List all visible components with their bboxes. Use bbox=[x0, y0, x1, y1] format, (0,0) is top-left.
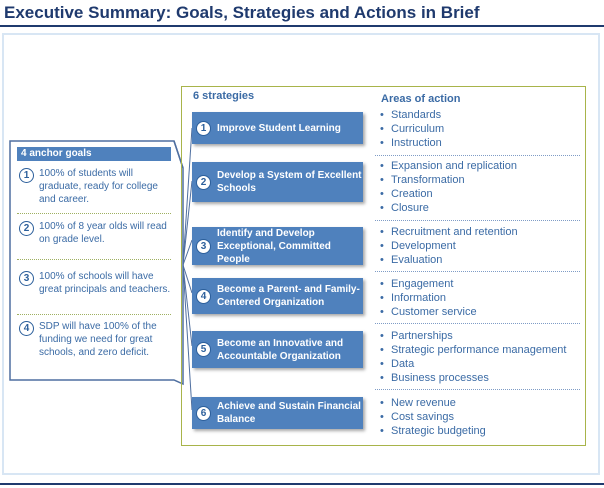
strategy-label: Achieve and Sustain Financial Balance bbox=[217, 401, 361, 425]
area-item: • Evaluation bbox=[380, 253, 518, 267]
area-item: • Transformation bbox=[380, 173, 517, 187]
area-item: • Standards bbox=[380, 108, 444, 122]
area-item: • Partnerships bbox=[380, 329, 566, 343]
goal-text: 100% of schools will have great principals and teachers. bbox=[39, 271, 171, 295]
goal-number-badge: 2 bbox=[19, 221, 34, 236]
goal-text: 100% of students will graduate, ready for college and career. bbox=[39, 168, 158, 205]
strategy-label: Improve Student Learning bbox=[217, 122, 341, 134]
strategy-number-badge: 3 bbox=[196, 239, 211, 254]
strategy-box bbox=[192, 331, 363, 368]
goal-item-1 bbox=[19, 167, 171, 206]
area-item: • Expansion and replication bbox=[380, 159, 517, 173]
strategy-divider bbox=[375, 155, 580, 156]
strategy-number-badge: 2 bbox=[196, 175, 211, 190]
strategy-label: Develop a System of Excellent Schools bbox=[217, 170, 362, 194]
strategies-heading: 6 strategies bbox=[193, 90, 255, 102]
areas-list bbox=[380, 396, 486, 438]
area-item: • Strategic performance management bbox=[380, 343, 566, 357]
strategy-divider bbox=[375, 389, 580, 390]
area-item: • New revenue bbox=[380, 396, 486, 410]
strategy-number-badge: 6 bbox=[196, 406, 211, 421]
area-item: • Curriculum bbox=[380, 122, 444, 136]
area-item: • Instruction bbox=[380, 136, 444, 150]
area-item: • Information bbox=[380, 291, 477, 305]
area-item: • Customer service bbox=[380, 305, 477, 319]
area-item: • Data bbox=[380, 357, 566, 371]
strategy-label: Identify and Develop Exceptional, Committed People bbox=[217, 227, 331, 265]
goal-item-2 bbox=[19, 220, 171, 246]
goal-number-badge: 3 bbox=[19, 271, 34, 286]
areas-list bbox=[380, 277, 477, 319]
area-item: • Strategic budgeting bbox=[380, 424, 486, 438]
area-item: • Development bbox=[380, 239, 518, 253]
strategy-divider bbox=[375, 323, 580, 324]
goals-heading: 4 anchor goals bbox=[17, 147, 171, 161]
area-item: • Cost savings bbox=[380, 410, 486, 424]
bottom-rule bbox=[0, 483, 604, 485]
goal-divider bbox=[17, 259, 171, 260]
areas-of-action-heading: Areas of action bbox=[381, 93, 461, 105]
strategy-number-badge: 4 bbox=[196, 289, 211, 304]
goal-item-3 bbox=[19, 270, 171, 296]
goal-text: 100% of 8 year olds will read on grade level. bbox=[39, 221, 167, 245]
strategy-label: Become an Innovative and Accountable Organization bbox=[217, 337, 344, 362]
page-title: Executive Summary: Goals, Strategies and Actions in Brief bbox=[4, 3, 480, 22]
goal-item-4 bbox=[19, 320, 171, 359]
strategy-number-badge: 1 bbox=[196, 121, 211, 136]
strategy-box bbox=[192, 112, 363, 144]
area-item: • Recruitment and retention bbox=[380, 225, 518, 239]
area-item: • Closure bbox=[380, 201, 517, 215]
goal-divider bbox=[17, 213, 171, 214]
goal-text: SDP will have 100% of the funding we need for great schools, and zero deficit. bbox=[39, 321, 157, 358]
strategy-divider bbox=[375, 220, 580, 221]
strategy-number-badge: 5 bbox=[196, 342, 211, 357]
goal-number-badge: 1 bbox=[19, 168, 34, 183]
strategy-box bbox=[192, 162, 363, 202]
goal-divider bbox=[17, 314, 171, 315]
strategy-box bbox=[192, 278, 363, 314]
strategy-divider bbox=[375, 271, 580, 272]
areas-list bbox=[380, 108, 444, 150]
areas-list bbox=[380, 225, 518, 267]
strategy-box bbox=[192, 397, 363, 429]
areas-list bbox=[380, 159, 517, 215]
strategy-box bbox=[192, 227, 363, 265]
area-item: • Engagement bbox=[380, 277, 477, 291]
areas-list bbox=[380, 329, 566, 385]
strategy-label: Become a Parent- and Family-Centered Organization bbox=[217, 284, 360, 308]
area-item: • Business processes bbox=[380, 371, 566, 385]
goal-number-badge: 4 bbox=[19, 321, 34, 336]
area-item: • Creation bbox=[380, 187, 517, 201]
